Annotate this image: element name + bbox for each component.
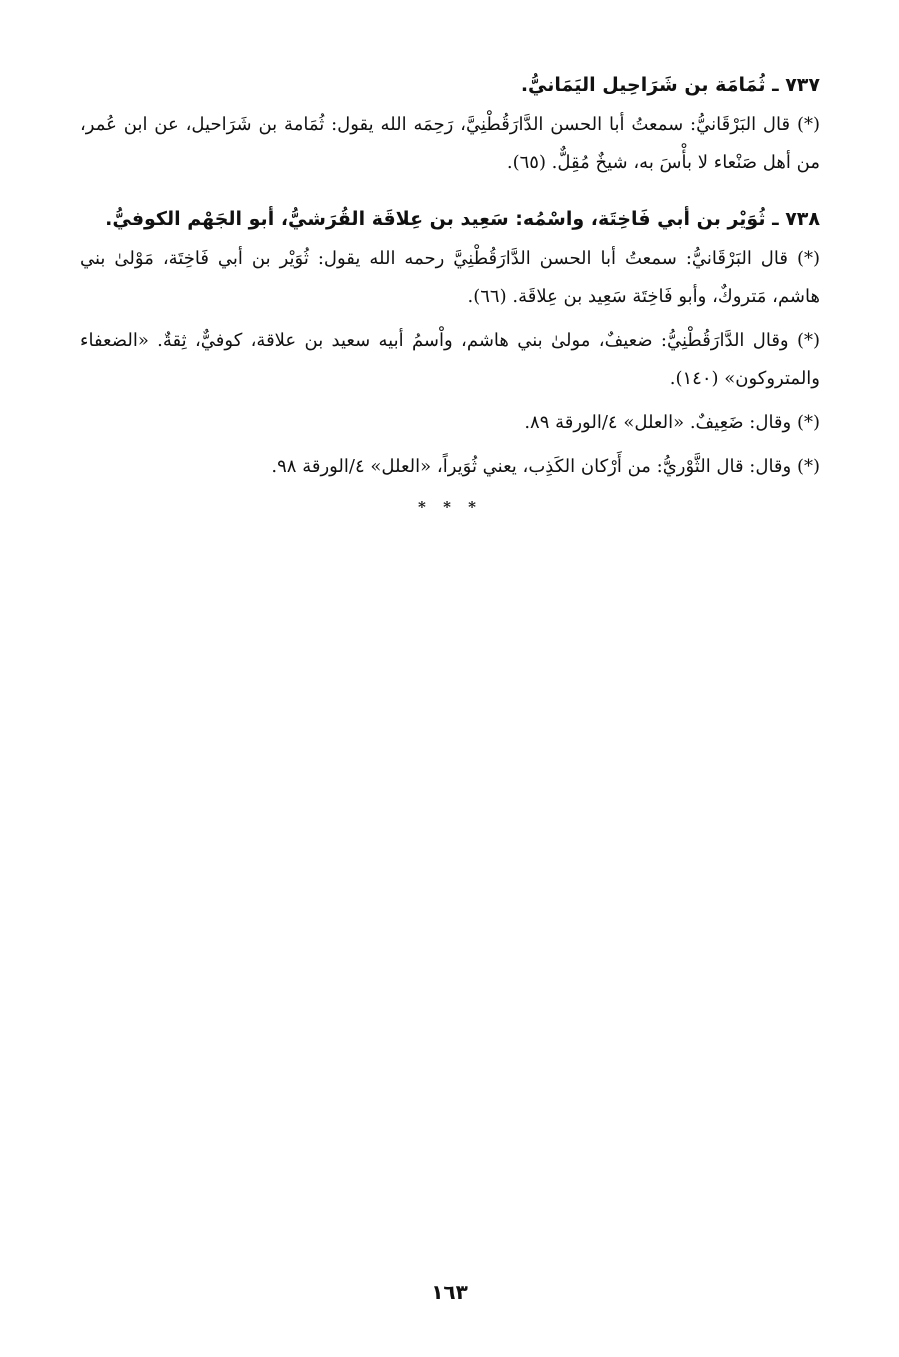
entry-738-title: ٧٣٨ ـ ثُوَيْر بن أبي فَاخِتَة، واسْمُه: سَعِيد بن عِلاقَة القُرَشيُّ، أبو الجَهْم الكوفيُّ.: [105, 208, 820, 230]
entry-738-paragraph-2: (*) وقال الدَّارَقُطْنِيُّ: ضعيفٌ، مولىٰ بني هاشم، واْسمُ أبيه سعيد بن علاقة، كوفيٌّ، ثِقةٌ. «الضعفاء والمتروكون» (١٤٠).: [80, 330, 820, 389]
page-body: [80, 68, 820, 522]
entry-737-title: ٧٣٧ ـ ثُمَامَة بن شَرَاحِيل اليَمَانيُّ.: [520, 74, 820, 96]
entry-737-paragraph-1: (*) قال البَرْقَانيُّ: سمعتُ أبا الحسن الدَّارَقُطْنِيَّ، رَحِمَه الله يقول: ثُمَامة بن شَرَاحيل، عن ابن عُمر، من أهل صَنْعاء لا بأْسَ به، شيخٌ مُقِلٌّ. (٦٥).: [80, 114, 820, 173]
entry-738-paragraph-4: (*) وقال: قال الثَّوْريُّ: من أَرْكان الكَذِب، يعني ثُوَيراً، «العلل» ٤/الورقة ٩٨.: [271, 456, 820, 477]
entry-738-paragraph-3: (*) وقال: ضَعِيفٌ. «العلل» ٤/الورقة ٨٩.: [524, 412, 820, 433]
entry-738-paragraph-1: (*) قال البَرْقَانيُّ: سمعتُ أبا الحسن الدَّارَقُطْنِيَّ رحمه الله يقول: ثُوَيْر بن أبي فَاخِتَة، مَوْلىٰ بني هاشم، مَتروكٌ، وأبو فَاخِتَة سَعِيد بن عِلاقَة. (٦٦).: [80, 248, 820, 307]
section-separator: * * *: [418, 498, 482, 516]
page-number: ١٦٣: [431, 1280, 468, 1304]
